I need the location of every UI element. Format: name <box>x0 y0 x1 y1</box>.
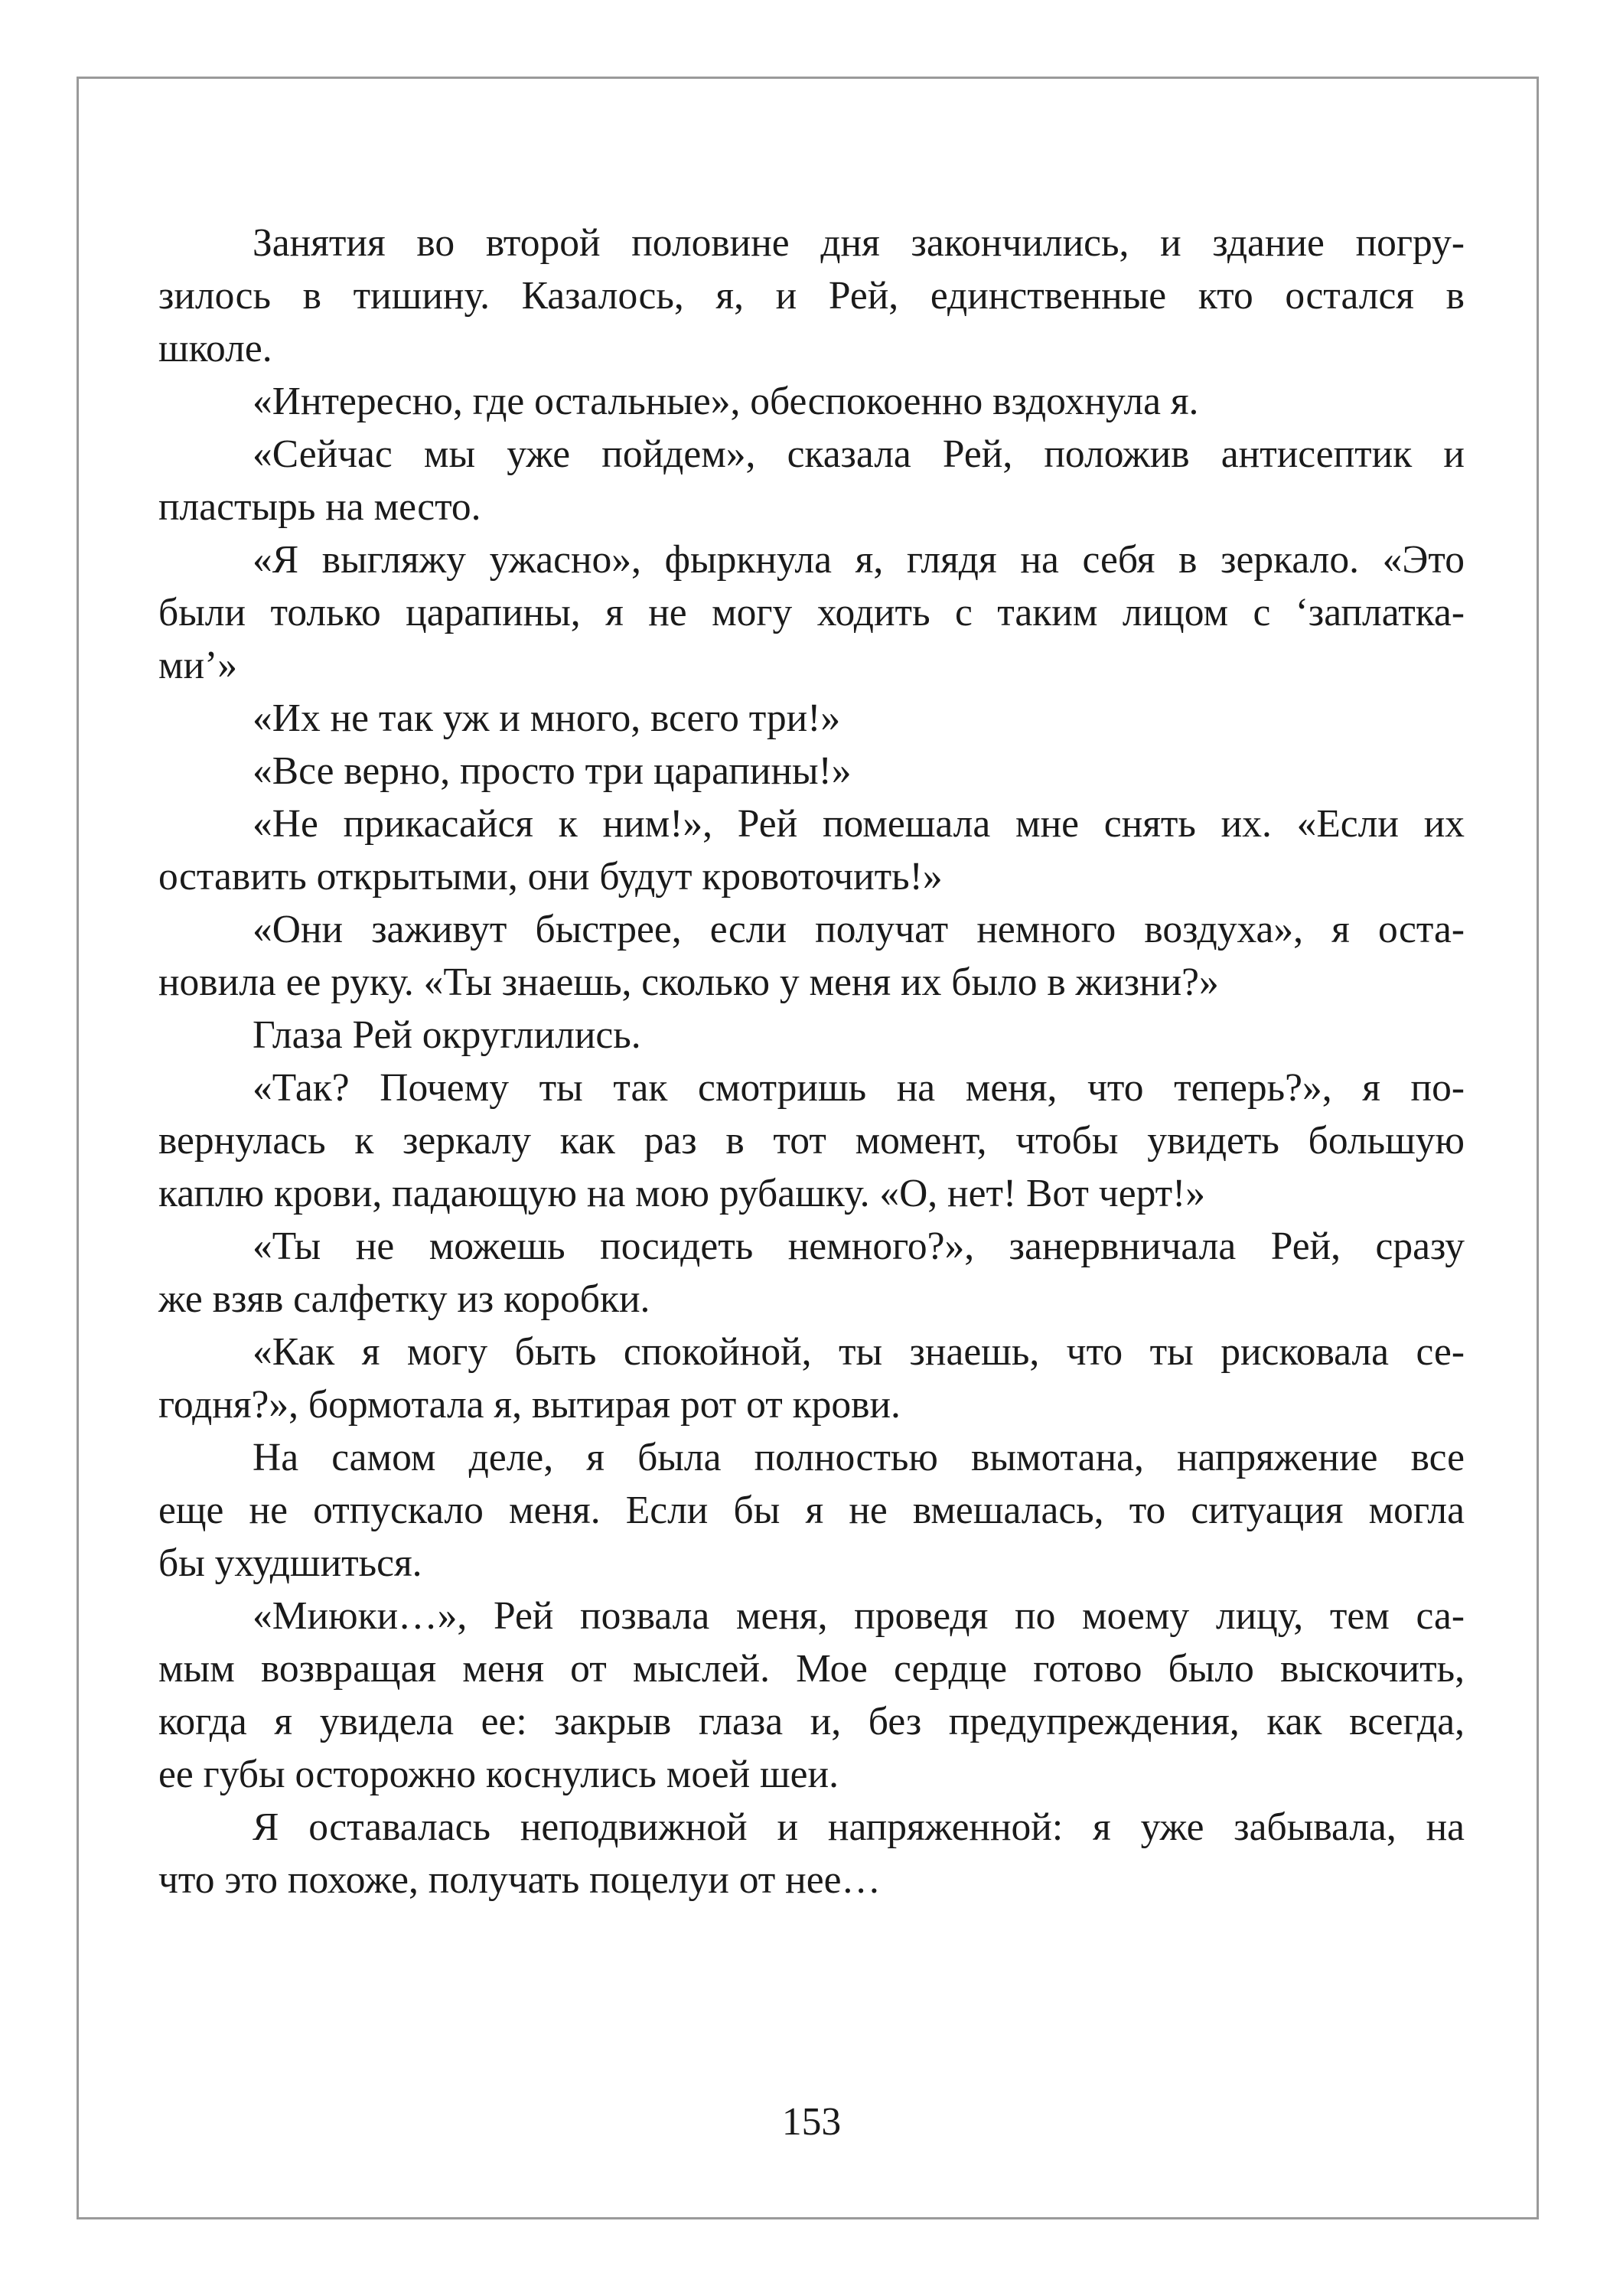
text-line: На самом деле, я была полностью вымотана, напряжение все <box>253 1436 1465 1479</box>
text-line: «Они заживут быстрее, если получат немного воздуха», я оста- <box>253 908 1465 951</box>
paragraph <box>158 903 1465 1009</box>
text-line: когда я увидела ее: закрыв глаза и, без предупреждения, как всегда, <box>158 1700 1465 1743</box>
text-line: вернулась к зеркалу как раз в тот момент, чтобы увидеть большую <box>158 1119 1465 1163</box>
text-line: же взяв салфетку из коробки. <box>158 1277 650 1321</box>
paragraph <box>158 1009 1465 1062</box>
text-line: еще не отпускало меня. Если бы я не вмешалась, то ситуация могла <box>158 1489 1465 1532</box>
text-line: Я оставалась неподвижной и напряженной: я уже забывала, на <box>253 1805 1465 1849</box>
text-line: годня?», бормотала я, вытирая рот от крови. <box>158 1383 901 1427</box>
paragraph <box>158 1431 1465 1590</box>
paragraph <box>158 217 1465 375</box>
text-line: что это похоже, получать поцелуи от нее… <box>158 1858 881 1902</box>
paragraph <box>158 533 1465 692</box>
page-number: 153 <box>781 2100 842 2144</box>
text-line: «Интересно, где остальные», обеспокоенно вздохнула я. <box>253 380 1199 423</box>
text-line: оставить открытыми, они будут кровоточить!» <box>158 855 943 899</box>
paragraph <box>158 797 1465 903</box>
text-line: школе. <box>158 327 272 370</box>
paragraph <box>158 1590 1465 1801</box>
paragraph <box>158 375 1465 428</box>
paragraph <box>158 745 1465 797</box>
text-line: зилось в тишину. Казалось, я, и Рей, единственные кто остался в <box>158 274 1465 318</box>
paragraph <box>158 428 1465 533</box>
text-line: новила ее руку. «Ты знаешь, сколько у меня их было в жизни?» <box>158 960 1219 1004</box>
paragraph <box>158 1801 1465 1906</box>
text-line: «Все верно, просто три царапины!» <box>253 749 852 793</box>
text-line: Занятия во второй половине дня закончились, и здание погру- <box>253 221 1465 265</box>
text-line: Глаза Рей округлились. <box>253 1013 641 1057</box>
text-line: каплю крови, падающую на мою рубашку. «О, нет! Вот черт!» <box>158 1172 1206 1215</box>
body-text <box>158 217 1465 1906</box>
text-line: «Сейчас мы уже пойдем», сказала Рей, положив антисептик и <box>253 432 1465 476</box>
paragraph <box>158 1220 1465 1326</box>
text-line: мым возвращая меня от мыслей. Мое сердце готово было выскочить, <box>158 1647 1465 1691</box>
text-line: бы ухудшиться. <box>158 1541 422 1585</box>
text-line: «Как я могу быть спокойной, ты знаешь, что ты рисковала се- <box>253 1330 1465 1374</box>
paragraph <box>158 1326 1465 1431</box>
text-line: «Я выгляжу ужасно», фыркнула я, глядя на себя в зеркало. «Это <box>253 538 1465 582</box>
text-line: ее губы осторожно коснулись моей шеи. <box>158 1753 839 1796</box>
text-line: «Их не так уж и много, всего три!» <box>253 696 841 740</box>
text-line: «Ты не можешь посидеть немного?», занервничала Рей, сразу <box>253 1225 1465 1268</box>
text-line: были только царапины, я не могу ходить с таким лицом с ‘заплатка- <box>158 591 1465 634</box>
text-line: пластырь на место. <box>158 485 481 529</box>
text-line: ми’» <box>158 644 238 687</box>
paragraph <box>158 692 1465 745</box>
text-line: «Миюки…», Рей позвала меня, проведя по моему лицу, тем са- <box>253 1594 1465 1638</box>
paragraph <box>158 1062 1465 1220</box>
text-line: «Не прикасайся к ним!», Рей помешала мне снять их. «Если их <box>253 802 1465 846</box>
text-line: «Так? Почему ты так смотришь на меня, что теперь?», я по- <box>253 1066 1465 1110</box>
